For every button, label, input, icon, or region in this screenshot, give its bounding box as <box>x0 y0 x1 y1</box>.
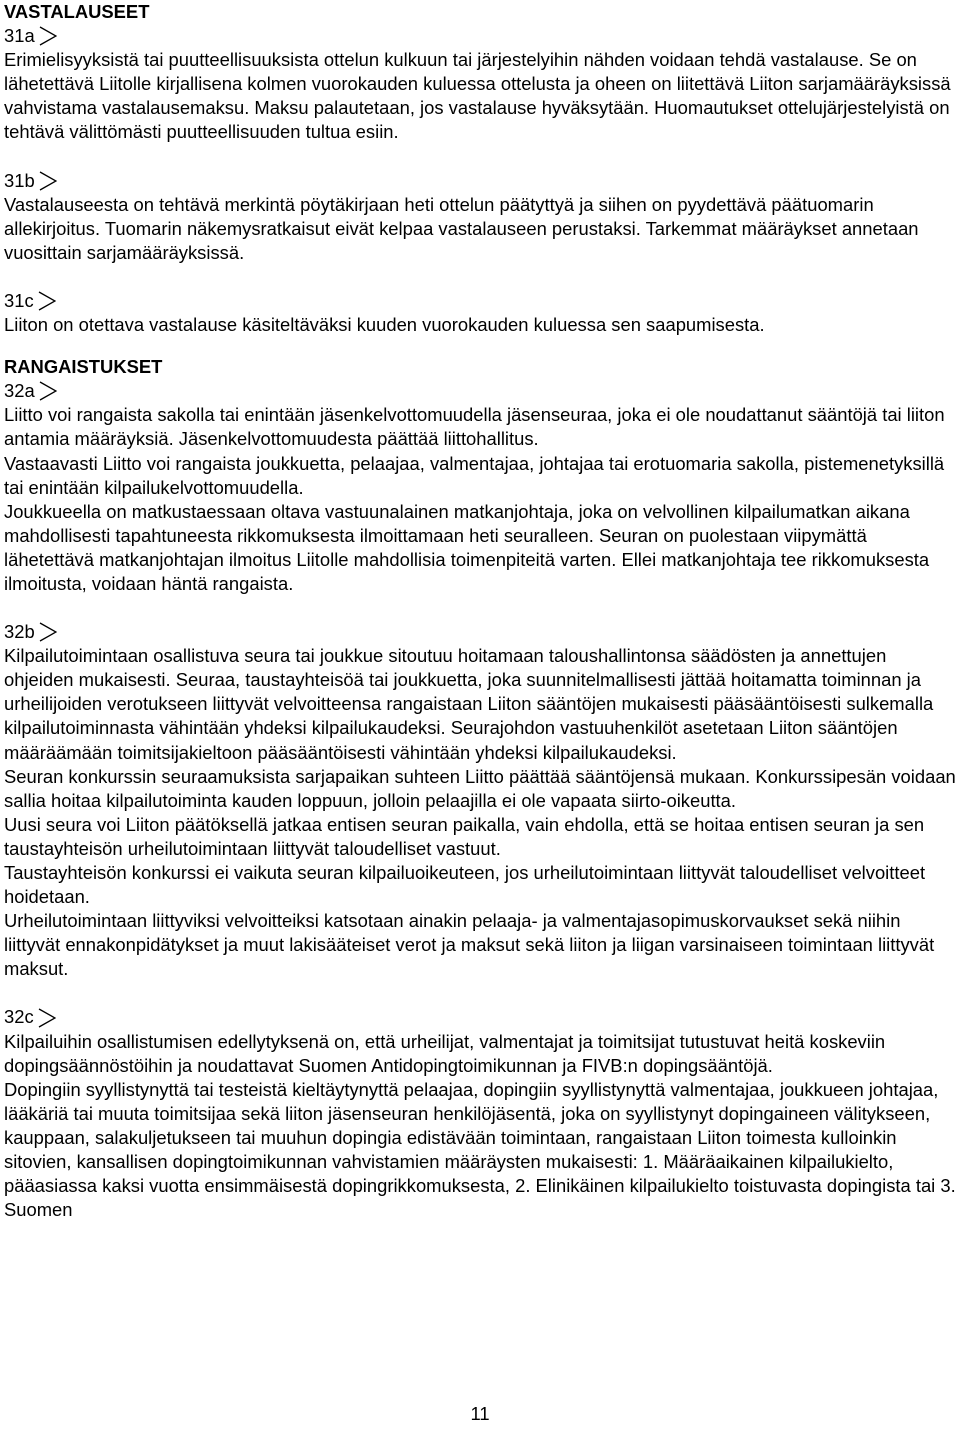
paragraph-32a-2: Vastaavasti Liitto voi rangaista joukkuetta, pelaajaa, valmentajaa, johtajaa tai erotuomaria sakolla, pistemenetyksillä tai enintään kilpailukelvottomuudella. <box>4 452 945 498</box>
spacer <box>4 981 956 1005</box>
section-label-31c <box>4 289 956 313</box>
section-number: 31b <box>4 169 35 191</box>
paragraph-32c-1: Kilpailuihin osallistumisen edellytyksenä on, että urheilijat, valmentajat ja toimitsijat tutustuvat heitä koskeviin dopingsäännöstöihin ja noudattavat Suomen Antidopingtoimikunnan ja FIVB:n dopingsääntöjä. <box>4 1030 886 1076</box>
spacer <box>4 596 956 620</box>
section-number: 32c <box>4 1006 34 1028</box>
paragraph-32a-3: Joukkueella on matkustaessaan oltava vastuunalainen matkanjohtaja, joka on velvollinen kilpailumatkan aikana mahdollisesti tapahtuneesta rikkomuksesta ilmoittamaan heti seuralleen. Seuran on puolestaan viipymättä lähetettävä matkanjohtajan ilmoitus Liitolle mahdollisia toimenpiteitä varten. Ellei matkanjohtaja tee rikkomuksesta ilmoitusta, voidaan häntä rangaista. <box>4 500 930 594</box>
section-label-32a <box>4 379 956 403</box>
corner-mark-icon <box>39 171 57 191</box>
corner-mark-icon <box>38 1008 56 1028</box>
section-number: 32a <box>4 380 35 402</box>
section-label-32b <box>4 620 956 644</box>
section-number: 32b <box>4 621 35 643</box>
paragraph-32b-2: Seuran konkurssin seuraamuksista sarjapaikan suhteen Liitto päättää sääntöjensä mukaan. Konkurssipesän voidaan sallia hoitaa kilpailutoiminta kauden loppuun, jolloin pelaajilla ei ole vapaata siirto-oikeutta. <box>4 765 956 811</box>
paragraph-32a-1: Liitto voi rangaista sakolla tai enintään jäsenkelvottomuudella jäsenseuraa, joka ei ole noudattanut sääntöjä tai liiton antamia määräyksiä. Jäsenkelvottomuudesta päättää liittohallitus. <box>4 404 945 450</box>
spacer <box>4 337 956 355</box>
heading-rangaistukset: RANGAISTUKSET <box>4 356 163 378</box>
section-label-31b <box>4 169 956 193</box>
section-number: 31a <box>4 25 35 47</box>
heading-vastalauseet: VASTALAUSEET <box>4 1 150 22</box>
corner-mark-icon <box>39 381 57 401</box>
paragraph-32c-2: Dopingiin syyllistynyttä tai testeistä kieltäytynyttä pelaajaa, dopingiin syyllistynyttä valmentajaa, joukkueen johtajaa, lääkäriä tai muuta toimitsijaa sekä liiton jäsenseuran henkilöjäsentä, joka on syyllistynyt dopingaineen välitykseen, kauppaan, salakuljetukseen tai muuhun dopingia edistävään toimintaan, rangaistaan Liiton toimesta kulloinkin sitovien, kansallisen dopingtoimikunnan vahvistamien määräysten mukaisesti: 1. Määräaikainen kilpailukielto, pääasiassa kaksi vuotta ensimmäisestä dopingrikkomuksesta, 2. Elinikäinen kilpailukielto toistuvasta dopingista tai 3. Suomen <box>4 1078 956 1221</box>
paragraph-32b-3: Uusi seura voi Liiton päätöksellä jatkaa entisen seuran paikalla, vain ehdolla, että se hoitaa entisen seuran ja sen taustayhteisön urheilutoimintaan liittyvät taloudelliset vastuut. <box>4 813 925 859</box>
section-number: 31c <box>4 289 34 311</box>
paragraph-32b-4: Taustayhteisön konkurssi ei vaikuta seuran kilpailuoikeuteen, jos urheilutoimintaan liittyvät taloudelliset velvoitteet hoidetaan. <box>4 862 926 908</box>
section-label-32c <box>4 1005 956 1029</box>
spacer <box>4 265 956 289</box>
paragraph-32b-1: Kilpailutoimintaan osallistuva seura tai joukkue sitoutuu hoitamaan taloushallintonsa säädösten ja annettujen ohjeiden mukaisesti. Seuraa, taustayhteisöä tai joukkuetta, joka suunnitelmallisesti jättää hoitamatta toiminnan ja urheilijoiden verotukseen liittyvät velvoitteensa rangaistaan Liiton sääntöjen mukaisesti pääsääntöisesti sulkemalla kilpailutoiminnasta vähintään yhdeksi kilpailukaudeksi. Seurajohdon vastuuhenkilöt asetetaan Liiton sääntöjen määräämään toimitsijakieltoon pääsääntöisesti vähintään yhdeksi kilpailukaudeksi. <box>4 645 934 763</box>
page-number: 11 <box>470 1403 490 1424</box>
paragraph-32b-5: Urheilutoimintaan liittyviksi velvoitteiksi katsotaan ainakin pelaaja- ja valmentajasopimuskorvaukset sekä niihin liittyvät ennakonpidätykset ja muut lakisääteiset verot ja maksut sekä liiton ja liigan varsinaiseen toimintaan liittyvät maksut. <box>4 910 935 980</box>
section-label-31a <box>4 24 956 48</box>
paragraph-31c-1: Liiton on otettava vastalause käsiteltäväksi kuuden vuorokauden kuluessa sen saapumisesta. <box>4 314 765 336</box>
corner-mark-icon <box>38 291 56 311</box>
corner-mark-icon <box>39 622 57 642</box>
spacer <box>4 145 956 169</box>
paragraph-31b-1: Vastalauseesta on tehtävä merkintä pöytäkirjaan heti ottelun päätyttyä ja siihen on pyydettävä päätuomarin allekirjoitus. Tuomarin näkemysratkaisut eivät kelpaa vastalauseen perustaksi. Tarkemmat määräykset annetaan vuosittain sarjamääräyksissä. <box>4 193 919 263</box>
paragraph-31a-1: Erimielisyyksistä tai puutteellisuuksista ottelun kulkuun tai järjestelyihin nähden voidaan tehdä vastalause. Se on lähetettävä Liitolle kirjallisena kolmen vuorokauden kuluessa ottelusta ja oheen on liitettävä Liiton sarjamääräyksissä vahvistama vastalausemaksu. Maksu palautetaan, jos vastalause hyväksytään. Huomautukset ottelujärjestelyistä on tehtävä välittömästi puutteellisuuden tultua esiin. <box>4 49 951 143</box>
corner-mark-icon <box>39 26 57 46</box>
